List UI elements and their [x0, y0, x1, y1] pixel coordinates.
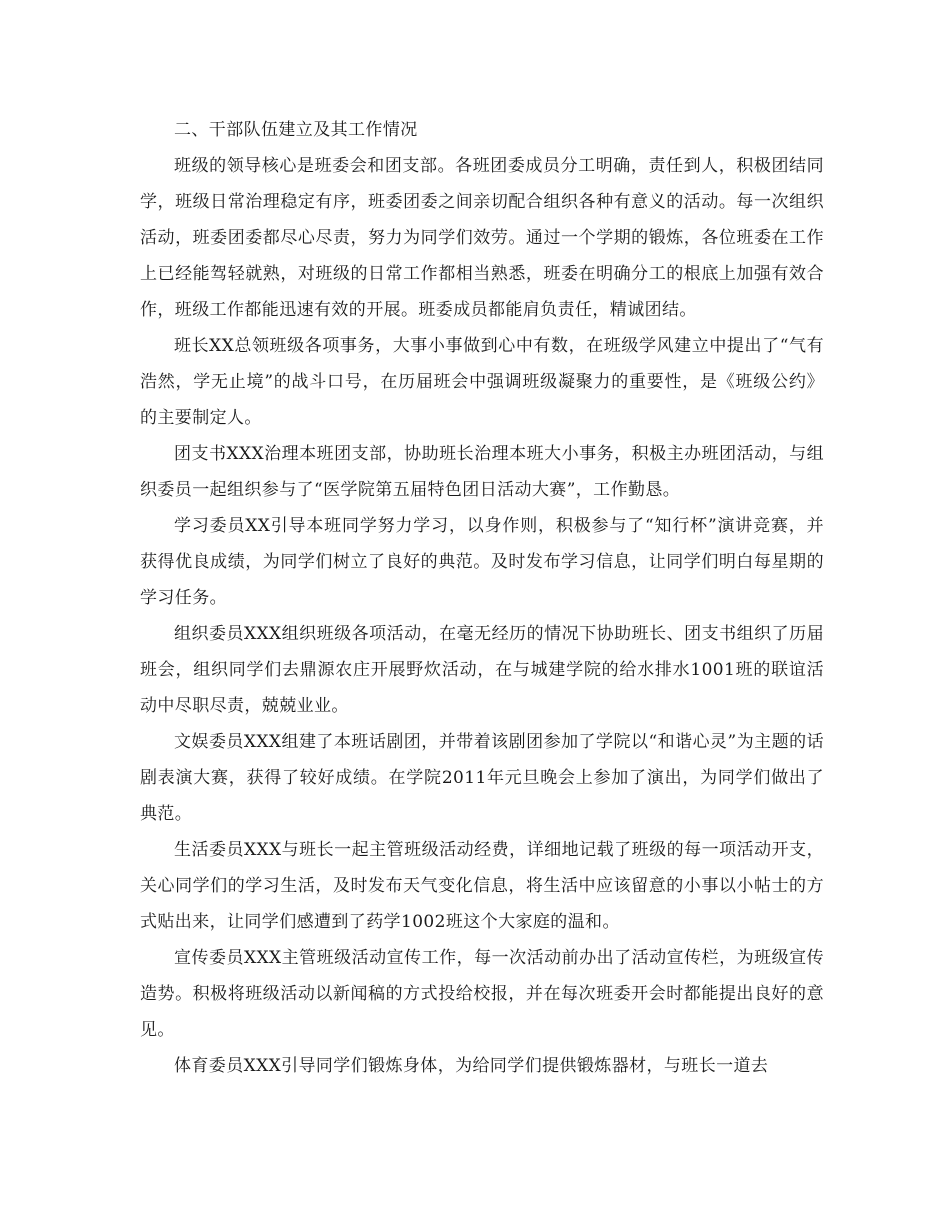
paragraph-class-committee: 班级的领导核心是班委会和团支部。各班团委成员分工明确，责任到人，积极团结同学，班级日常治理稳定有序，班委团委之间亲切配合组织各种有意义的活动。每一次组织活动，班委团委都尽心尽责，努力为同学们效劳。通过一个学期的锻炼，各位班委在工作上已经能驾轻就熟，对班级的日常工作都相当熟悉，班委在明确分工的根底上加强有效合作，班级工作都能迅速有效的开展。班委成员都能肩负责任，精诚团结。	[140, 156, 824, 320]
paragraph-publicity-commissioner: 宣传委员XXX主管班级活动宣传工作，每一次活动前办出了活动宣传栏，为班级宣传造势。积极将班级活动以新闻稿的方式投给校报，并在每次班委开会时都能提出良好的意见。	[140, 948, 824, 1040]
section-heading: 二、干部队伍建立及其工作情况	[174, 120, 418, 140]
paragraph-organization-commissioner: 组织委员XXX组织班级各项活动，在毫无经历的情况下协助班长、团支书组织了历届班会，组织同学们去鼎源农庄开展野炊活动，在与城建学院的给水排水1001班的联谊活动中尽职尽责，兢兢业业。	[140, 624, 824, 716]
paragraph-study-commissioner: 学习委员XX引导本班同学努力学习，以身作则，积极参与了“知行杯”演讲竞赛，并获得优良成绩，为同学们树立了良好的典范。及时发布学习信息，让同学们明白每星期的学习任务。	[140, 516, 824, 608]
paragraph-life-commissioner: 生活委员XXX与班长一起主管班级活动经费，详细地记载了班级的每一项活动开支，关心同学们的学习生活，及时发布天气变化信息，将生活中应该留意的小事以小帖士的方式贴出来，让同学们感遭到了药学1002班这个大家庭的温和。	[140, 840, 824, 932]
paragraph-monitor: 班长XX总领班级各项事务，大事小事做到心中有数，在班级学风建立中提出了“气有浩然，学无止境”的战斗口号，在历届班会中强调班级凝聚力的重要性，是《班级公约》的主要制定人。	[140, 336, 824, 428]
paragraph-entertainment-commissioner: 文娱委员XXX组建了本班话剧团，并带着该剧团参加了学院以“和谐心灵”为主题的话剧表演大赛，获得了较好成绩。在学院2011年元旦晚会上参加了演出，为同学们做出了典范。	[140, 732, 824, 824]
paragraph-sports-commissioner: 体育委员XXX引导同学们锻炼身体，为给同学们提供锻炼器材，与班长一道去	[174, 1056, 769, 1076]
document-page	[140, 112, 824, 1084]
paragraph-league-secretary: 团支书XXX治理本班团支部，协助班长治理本班大小事务，积极主办班团活动，与组织委员一起组织参与了“医学院第五届特色团日活动大赛”，工作勤恳。	[140, 444, 824, 500]
